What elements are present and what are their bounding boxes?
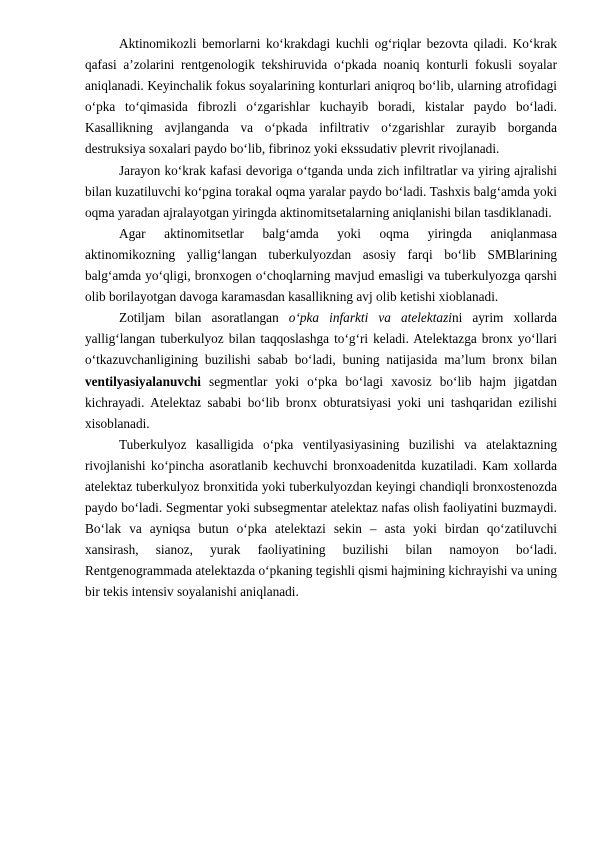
paragraph-infarct-atelectasis — [85, 307, 557, 434]
paragraph-aktinomikoz-symptoms: Aktinomikozli bemorlarni ko‘krakdagi kuchli og‘riqlar bezovta qiladi. Ko‘krak qafasi a’zolarini rentgenologik tekshiruvida o‘pkada noaniq konturli fokusli soyalar aniqlanadi. Keyinchalik fokus soyalarining konturlari aniqroq bo‘lib, ularning atrofidagi o‘pka to‘qimasida fibrozli o‘zgarishlar kuchayib boradi, kistalar paydo bo‘ladi. Kasallikning avjlanganda va o‘pkada infiltrativ o‘zgarishlar zurayib borganda destruksiya soxalari paydo bo‘lib, fibrinoz yoki ekssudativ plevrit rivojlanadi. — [85, 36, 557, 157]
paragraph-text: ni ayrim xollarda yallig‘langan tuberkulyoz bilan taqqoslashga to‘g‘ri keladi. Atelektazga bronx yo‘llari o‘tkazuvchanligining buzilishi sabab bo‘ladi, buning natijasida ma’lum bronx bilan — [85, 310, 558, 368]
document-page — [85, 33, 557, 603]
paragraph-process-chest-wall: Jarayon ko‘krak kafasi devoriga o‘tganda unda zich infiltratlar va yiring ajralishi bilan kuzatiluvchi ko‘pgina torakal oqma yaralar paydo bo‘ladi. Tashxis balg‘amda yoki oqma yaradan ajralayotgan yiringda aktinomitsetalarning aniqlanishi bilan tasdiklanadi. — [85, 162, 557, 220]
paragraph-tuberculosis-ventilation: Tuberkulyoz kasalligida o‘pka ventilyasiyasining buzilishi va atelaktazning rivojlanishi ko‘pincha asoratlanib kechuvchi bronxoadenitda kuzatiladi. Kam xollarda atelektaz tuberkulyoz bronxitida yoki tuberkulyozdan keyingi chandiqli bronxostenozda paydo bo‘ladi. Segmentar yoki subsegmentar atelektaz nafas olish faoliyatini buzmaydi. Bo‘lak va ayniqsa butun o‘pka atelektazi sekin – asta yoki birdan qo‘zatiluvchi xansirash, sianoz, yurak faoliyatining buzilishi bilan namoyon bo‘ladi. Rentgenogrammada atelektazda o‘pkaning tegishli qismi hajmining kichrayishi va uning bir tekis intensiv soyalanishi aniqlanadi. — [85, 436, 557, 600]
paragraph-text: Zotiljam bilan asoratlangan — [119, 310, 289, 326]
paragraph-differential-diagnosis: Agar aktinomitsetlar balg‘amda yoki oqma yiringda aniqlanmasa aktinomikozning yallig‘langan tuberkulyozdan asosiy farqi bo‘lib SMBlarining balg‘amda yo‘qligi, bronxogen o‘choqlarning mavjud emasligi va tuberkulyozga qarshi olib borilayotgan davoga karamasdan kasallikning avj olib ketishi xioblanadi. — [85, 225, 557, 305]
emphasis-term: o‘pka infarkti va atelektazi — [288, 310, 452, 326]
bold-term: ventilyasiyalanuvchi — [85, 373, 201, 389]
paragraph-text: segmentlar yoki o‘pka bo‘lagi xavosiz bo‘lib hajm jigatdan kichrayadi. Atelektaz sababi bo‘lib bronx obturatsiyasi yoki uni tashqaridan ezilishi xisoblanadi. — [85, 373, 557, 431]
